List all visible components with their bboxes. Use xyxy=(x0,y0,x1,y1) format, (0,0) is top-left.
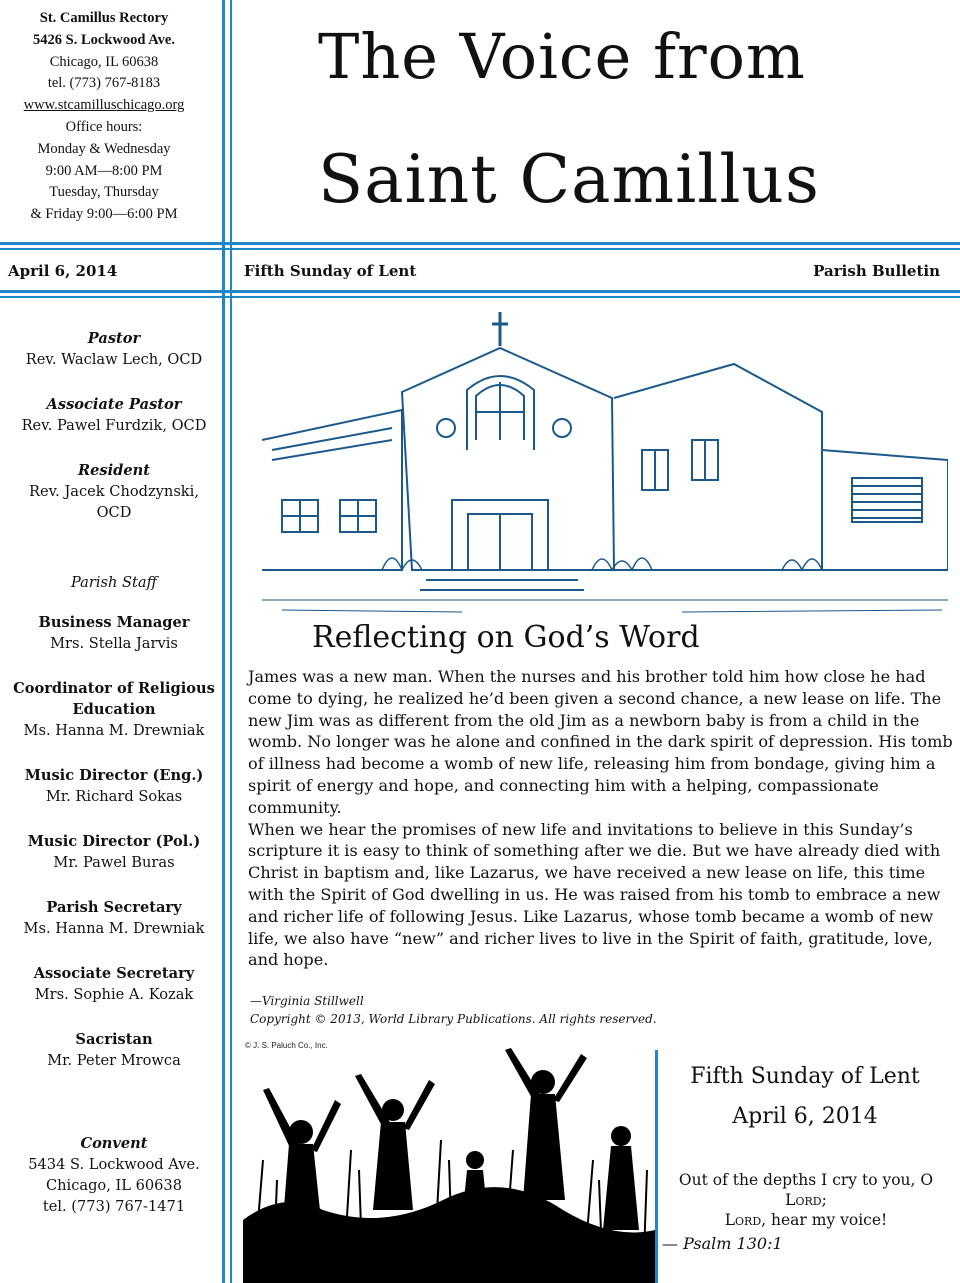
staff-music-eng xyxy=(0,765,228,807)
reflection-title: Reflecting on God’s Word xyxy=(312,620,700,655)
sidebar-directory xyxy=(0,328,228,1217)
psalm-verse xyxy=(658,1170,954,1230)
reflection-author: —Virginia Stillwell xyxy=(250,994,364,1008)
staff-associate-secretary xyxy=(0,963,228,1005)
clergy-resident xyxy=(0,460,228,523)
role-label: Business Manager xyxy=(38,614,190,631)
church-illustration xyxy=(262,300,948,630)
role-label: Sacristan xyxy=(75,1031,153,1048)
staff-heading: Parish Staff xyxy=(71,574,157,591)
left-header-rule xyxy=(222,0,225,300)
convent-contact xyxy=(0,1133,228,1217)
clergy-pastor xyxy=(0,328,228,370)
bulletin-occasion: Fifth Sunday of Lent xyxy=(244,262,417,280)
lent-heading: Fifth Sunday of Lent xyxy=(690,1064,920,1089)
person-name: Mrs. Stella Jarvis xyxy=(50,635,178,652)
psalm-text-b: ; xyxy=(821,1191,827,1209)
office-hours-days-2: Tuesday, Thursday xyxy=(49,184,159,201)
reflection-paragraph: When we hear the promises of new life and invitations to believe in this Sunday’s scripture it is easy to think of something after we die. But we have already died with Christ in baptism and, like Lazarus, we have received a new lease on life, this time with the Spirit of God dwelling in us. He was raised from his tomb to embrace a new and richer life of following Jesus. Like Lazarus, whose tomb became a womb of new life, we also have “new” and richer lives to live in the Spirit of faith, gratitude, love, and hope. xyxy=(248,819,941,970)
person-name: Rev. Waclaw Lech, OCD xyxy=(25,351,203,368)
reflection-body xyxy=(248,666,953,971)
role-label: Music Director (Pol.) xyxy=(27,833,201,850)
person-name: Mr. Peter Mrowca xyxy=(47,1052,181,1069)
rectory-website-link[interactable]: www.stcamilluschicago.org xyxy=(23,97,185,114)
top-rule xyxy=(0,242,960,245)
rectory-phone: tel. (773) 767-8183 xyxy=(47,75,161,92)
role-label: Parish Secretary xyxy=(46,899,182,916)
reflection-copyright: Copyright © 2013, World Library Publications. All rights reserved. xyxy=(250,1012,657,1026)
psalm-text-a: Out of the depths I cry to you, O xyxy=(678,1171,934,1189)
person-name: Mr. Richard Sokas xyxy=(45,788,183,805)
role-label: Resident xyxy=(77,462,150,479)
convent-phone: tel. (773) 767-1471 xyxy=(42,1198,186,1215)
masthead-line-2: Saint Camillus xyxy=(318,141,820,218)
psalm-lord-1: Lord xyxy=(785,1191,822,1209)
convent-address: 5434 S. Lockwood Ave. xyxy=(28,1156,200,1173)
psalm-text-c: , hear my voice! xyxy=(761,1211,888,1229)
office-hours-time-1: 9:00 AM—8:00 PM xyxy=(45,162,163,179)
top-rule-2 xyxy=(0,248,960,250)
masthead-line-1: The Voice from xyxy=(318,20,806,93)
role-label: Coordinator of Religious xyxy=(13,680,215,697)
office-hours-time-2: & Friday 9:00—6:00 PM xyxy=(30,206,178,223)
role-label: Music Director (Eng.) xyxy=(24,767,204,784)
rectory-name: St. Camillus Rectory xyxy=(39,10,169,26)
office-hours-label: Office hours: xyxy=(65,118,143,135)
role-label: Associate Secretary xyxy=(33,965,195,982)
staff-parish-secretary xyxy=(0,897,228,939)
person-name: Rev. Jacek Chodzynski, xyxy=(29,483,199,500)
staff-business-manager xyxy=(0,612,228,654)
mid-rule-2 xyxy=(0,296,960,298)
person-name: Rev. Pawel Furdzik, OCD xyxy=(21,417,207,434)
bulletin-kind: Parish Bulletin xyxy=(813,262,940,280)
person-name: Ms. Hanna M. Drewniak xyxy=(23,920,205,937)
role-label: Associate Pastor xyxy=(46,396,182,413)
convent-city: Chicago, IL 60638 xyxy=(45,1177,183,1194)
mid-rule xyxy=(0,290,960,293)
rectory-city: Chicago, IL 60638 xyxy=(49,53,159,70)
staff-sacristan xyxy=(0,1029,228,1071)
person-name: Mrs. Sophie A. Kozak xyxy=(34,986,194,1003)
art-credit: © J. S. Paluch Co., Inc. xyxy=(245,1041,328,1050)
rectory-contact xyxy=(0,8,208,226)
psalm-reference: — Psalm 130:1 xyxy=(662,1234,783,1253)
convent-heading: Convent xyxy=(80,1135,148,1152)
staff-religious-ed xyxy=(0,678,228,741)
silhouette-illustration xyxy=(243,1040,655,1283)
lent-box-rule xyxy=(655,1050,658,1283)
bulletin-date: April 6, 2014 xyxy=(8,262,118,280)
sidebar-rule-2 xyxy=(230,300,232,1283)
lent-date: April 6, 2014 xyxy=(732,1104,878,1129)
role-label: Pastor xyxy=(87,330,141,347)
psalm-lord-2: Lord xyxy=(724,1211,762,1229)
left-header-rule-2 xyxy=(230,0,232,300)
rectory-address: 5426 S. Lockwood Ave. xyxy=(33,31,175,48)
clergy-associate xyxy=(0,394,228,436)
office-hours-days-1: Monday & Wednesday xyxy=(37,140,171,157)
person-name: Ms. Hanna M. Drewniak xyxy=(23,722,205,739)
person-name: Mr. Pawel Buras xyxy=(53,854,175,871)
reflection-paragraph: James was a new man. When the nurses and his brother told him how close he had come to dying, he realized he’d been given a second chance, a new lease on life. The new Jim was as different from the old Jim as a newborn baby is from a child in the womb. No longer was he alone and confined in the dark spirit of depression. His tomb of illness had become a womb of new life, releasing him from bondage, giving him a spirit of energy and hope, and connecting him with a helping, compassionate community. xyxy=(248,667,953,817)
person-name-cont: OCD xyxy=(96,504,132,521)
staff-music-pol xyxy=(0,831,228,873)
role-label-cont: Education xyxy=(72,701,156,718)
